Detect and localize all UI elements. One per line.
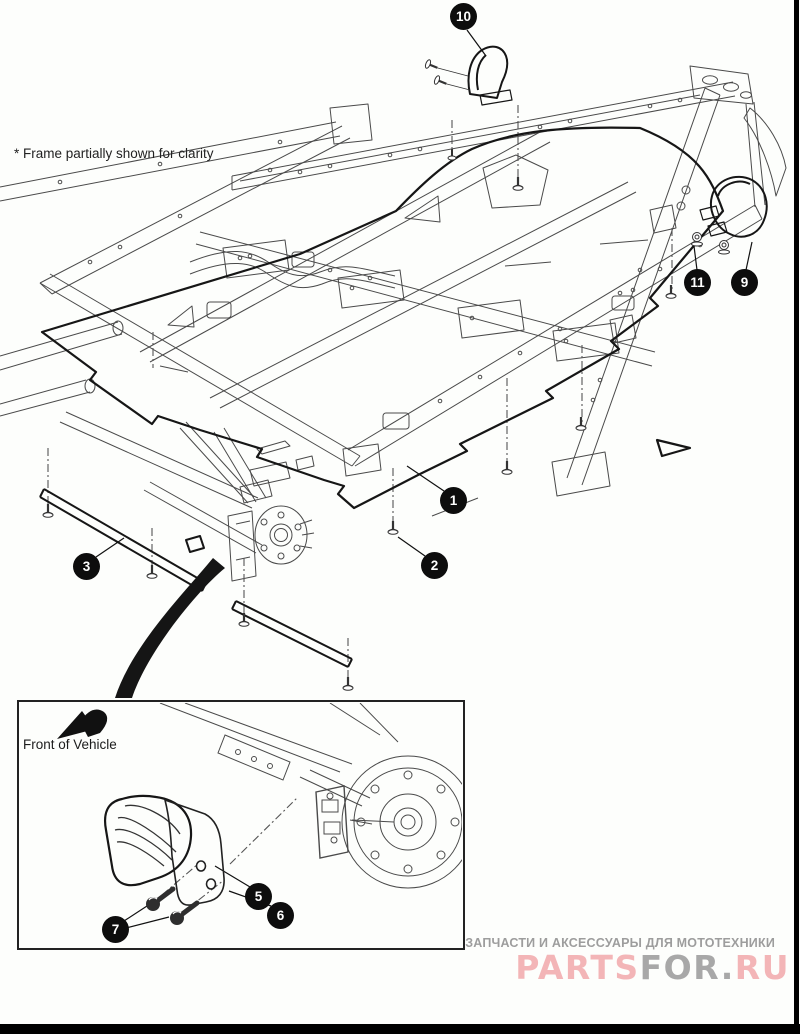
callout-1: 1 bbox=[440, 487, 467, 514]
callout-3: 3 bbox=[73, 553, 100, 580]
front-of-vehicle-arrow-icon bbox=[57, 710, 107, 739]
watermark-logo bbox=[465, 948, 790, 987]
watermark-logo-parts: PARTS bbox=[515, 948, 640, 987]
inset-bolt-icons bbox=[146, 889, 197, 925]
watermark-logo-ru: RU bbox=[734, 948, 790, 987]
inset-detail-art bbox=[105, 703, 474, 925]
callout-6: 6 bbox=[267, 902, 294, 929]
bracket-10-outline bbox=[469, 47, 513, 105]
watermark bbox=[465, 936, 790, 987]
page-border-bottom bbox=[0, 1024, 800, 1034]
page-border-right bbox=[794, 0, 799, 1034]
leader-lines bbox=[96, 30, 752, 928]
callout-9: 9 bbox=[731, 269, 758, 296]
frame-note: * Frame partially shown for clarity bbox=[14, 146, 214, 161]
callout-2: 2 bbox=[421, 552, 448, 579]
front-of-vehicle-label: Front of Vehicle bbox=[23, 737, 117, 752]
watermark-logo-for: FOR. bbox=[639, 948, 735, 987]
callout-5: 5 bbox=[245, 883, 272, 910]
callout-10: 10 bbox=[450, 3, 477, 30]
callout-7: 7 bbox=[102, 916, 129, 943]
detail-wedge-arrow bbox=[115, 558, 225, 698]
callout-11: 11 bbox=[684, 269, 711, 296]
assembly-axis-lines bbox=[48, 105, 672, 910]
watermark-tagline: ЗАПЧАСТИ И АКСЕССУАРЫ ДЛЯ МОТОТЕХНИКИ bbox=[465, 936, 775, 950]
